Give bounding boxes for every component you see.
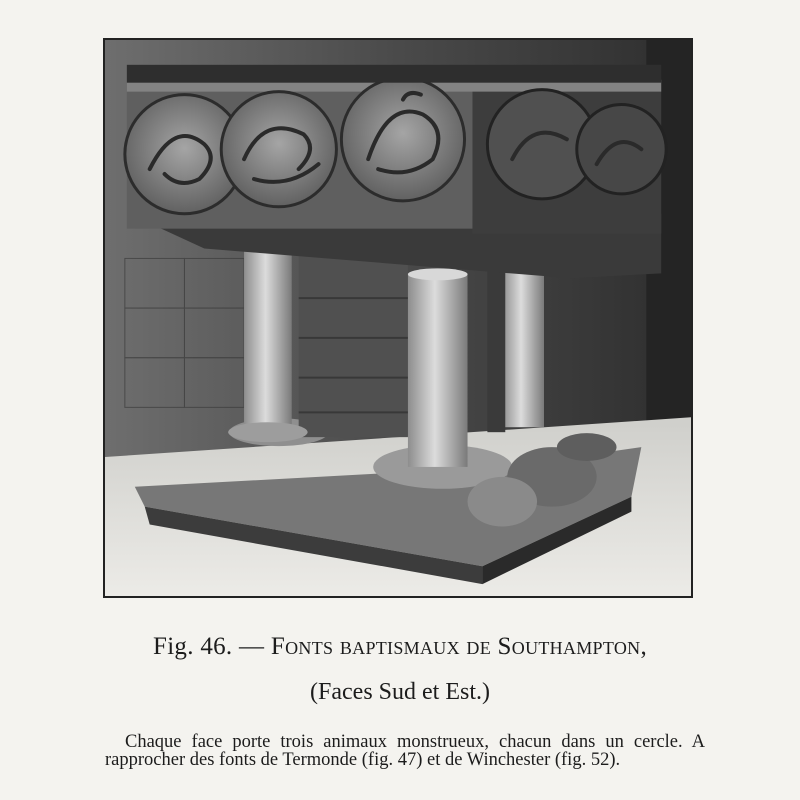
figure-caption-title bbox=[0, 633, 800, 661]
figure-label: Fig. 46. bbox=[152, 633, 233, 660]
figure-description-text: Chaque face porte trois animaux monstrueux, chacun dans un cercle. A rapprocher des fonts de Termonde (fig. 47) et de Winchester (fig. 52). bbox=[105, 732, 705, 770]
font-photograph bbox=[103, 38, 693, 598]
figure-description bbox=[105, 733, 705, 769]
caption-dash: — bbox=[232, 633, 271, 660]
font-illustration bbox=[105, 40, 691, 596]
figure-title: Fonts baptismaux de Southampton, bbox=[270, 633, 647, 660]
figure-subtitle: (Faces Sud et Est.) bbox=[310, 679, 490, 705]
